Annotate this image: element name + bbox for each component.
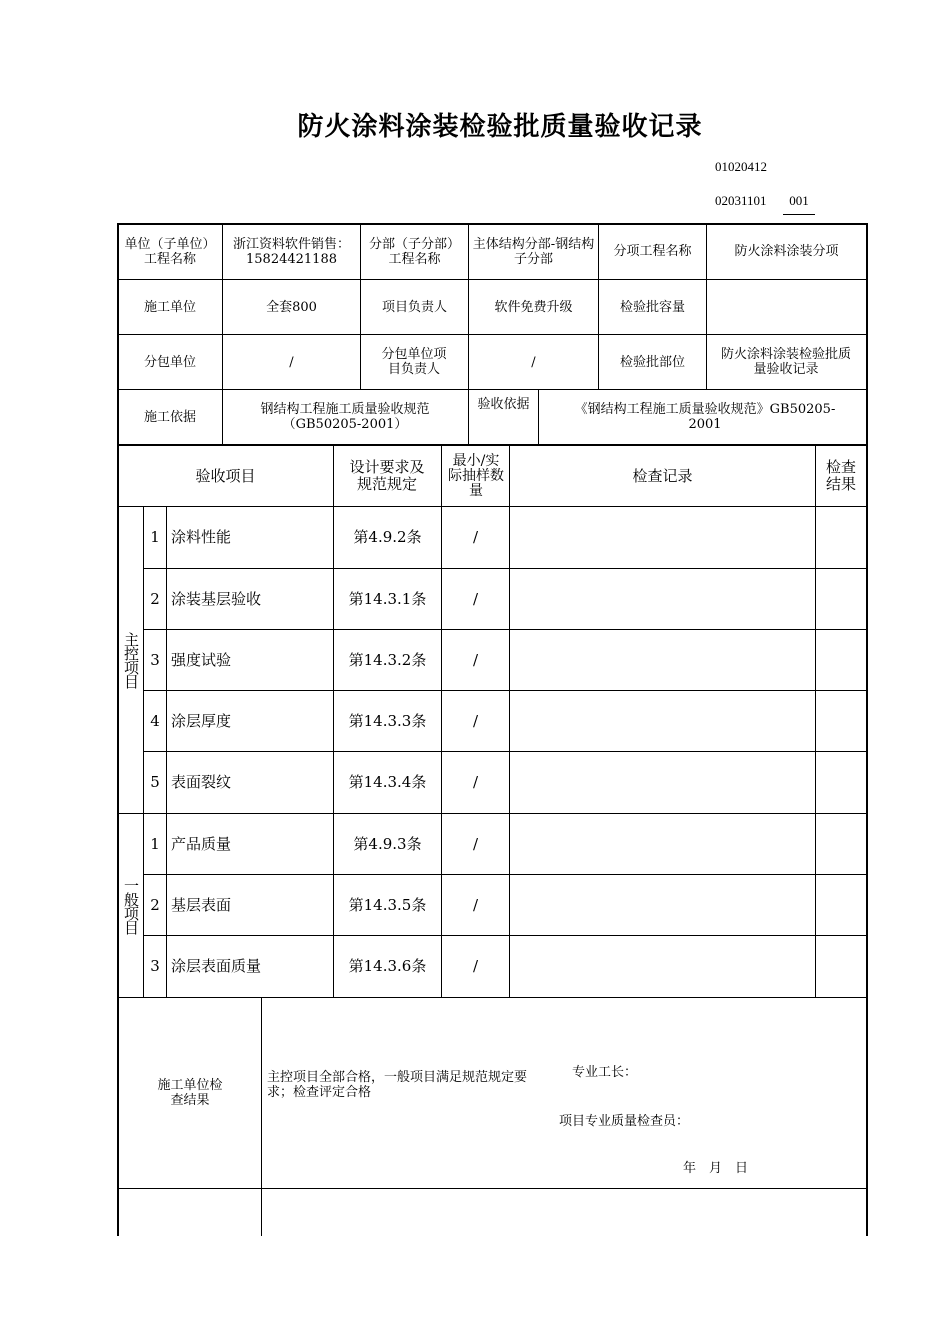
- basis-label: 施工依据: [143, 409, 196, 425]
- row-rule: 第14.3.4条: [348, 773, 427, 791]
- inspection-result: 主控项目全部合格，一般项目满足规范规定要求；检查评定合格: [267, 1070, 528, 1100]
- col-sample: 最小/实际抽样数量: [448, 452, 504, 499]
- row-rule: 第14.3.2条: [348, 650, 427, 669]
- subcontractor-label: 分包单位: [143, 354, 196, 370]
- row-sample: /: [472, 773, 479, 791]
- inspector-label: 项目专业质量检查员：: [559, 1114, 690, 1129]
- division-label: 分部（子分部）工程名称: [368, 236, 460, 267]
- row-rule: 第14.3.3条: [348, 711, 427, 730]
- row-sample: /: [472, 834, 479, 853]
- main-items-group: [118, 507, 143, 813]
- foreman-label: 专业工长：: [572, 1065, 638, 1080]
- col-result: 检查结果: [825, 458, 856, 493]
- row-no: 1: [150, 528, 160, 546]
- row-no: 2: [150, 895, 160, 914]
- unit-label: 单位（子单位）工程名称: [124, 236, 216, 267]
- row-rule: 第4.9.3条: [353, 834, 422, 853]
- row-no: 4: [150, 711, 160, 730]
- row-sample: /: [472, 650, 479, 669]
- main-items-group-label: 主控项目: [122, 632, 140, 688]
- row-name: 基层表面: [171, 895, 232, 914]
- acceptance-label: 验收依据: [477, 396, 530, 412]
- general-items-group-label: 一般项目: [122, 877, 140, 934]
- capacity-value: [707, 280, 866, 334]
- sub-pm-label: 分包单位项目负责人: [381, 347, 447, 377]
- contractor-label: 施工单位: [143, 299, 196, 315]
- row-name: 涂料性能: [171, 528, 232, 546]
- row-rule: 第14.3.5条: [348, 895, 427, 914]
- row-sample: /: [472, 528, 479, 546]
- row-sample: /: [472, 589, 479, 608]
- capacity-label: 检验批容量: [619, 299, 685, 315]
- row-no: 5: [150, 773, 160, 791]
- location-value: 防火涂料涂装检验批质量验收记录: [720, 347, 851, 377]
- row-sample: /: [472, 711, 479, 730]
- division-value: 主体结构分部-钢结构子分部: [472, 236, 595, 267]
- contractor-value: 全套800: [266, 299, 317, 315]
- row-rule: 第4.9.2条: [353, 528, 422, 546]
- row-no: 1: [150, 834, 160, 853]
- location-label: 检验批部位: [619, 354, 685, 370]
- batch-code-suffix: 001: [783, 193, 815, 215]
- row-sample: /: [472, 957, 479, 975]
- unit-value: 浙江资料软件销售：15824421188: [232, 236, 350, 267]
- basis-value: 钢结构工程施工质量验收规范（GB50205-2001）: [260, 402, 430, 432]
- acceptance-value: 《钢结构工程施工质量验收规范》GB50205-2001: [574, 402, 836, 432]
- row-sample: /: [472, 895, 479, 914]
- row-name: 强度试验: [171, 650, 232, 669]
- date-label: 年 月 日: [683, 1161, 749, 1176]
- record-code: 01020412: [715, 159, 767, 174]
- row-no: 2: [150, 589, 160, 608]
- row-rule: 第14.3.6条: [348, 957, 427, 975]
- row-name: 涂层厚度: [171, 711, 232, 730]
- subcontractor-value: /: [289, 354, 294, 370]
- subitem-value: 防火涂料涂装分项: [734, 244, 839, 259]
- row-name: 产品质量: [171, 834, 232, 853]
- col-record: 检查记录: [632, 466, 693, 485]
- row-rule: 第14.3.1条: [348, 589, 427, 608]
- general-items-group: [118, 814, 143, 997]
- row-name: 涂层表面质量: [171, 957, 262, 975]
- pm-value: 软件免费升级: [494, 299, 573, 315]
- sub-pm-value: /: [531, 354, 536, 370]
- row-no: 3: [150, 957, 160, 975]
- row-name: 表面裂纹: [171, 773, 232, 791]
- subitem-label: 分项工程名称: [613, 244, 692, 259]
- col-item: 验收项目: [195, 466, 256, 485]
- pm-label: 项目负责人: [381, 299, 447, 315]
- row-no: 3: [150, 650, 160, 669]
- inspection-label: 施工单位检查结果: [157, 1078, 223, 1108]
- page-title: 防火涂料涂装检验批质量验收记录: [297, 112, 703, 142]
- row-name: 涂装基层验收: [171, 589, 262, 608]
- batch-code: 02031101: [715, 193, 767, 208]
- col-design: 设计要求及规范规定: [349, 458, 425, 493]
